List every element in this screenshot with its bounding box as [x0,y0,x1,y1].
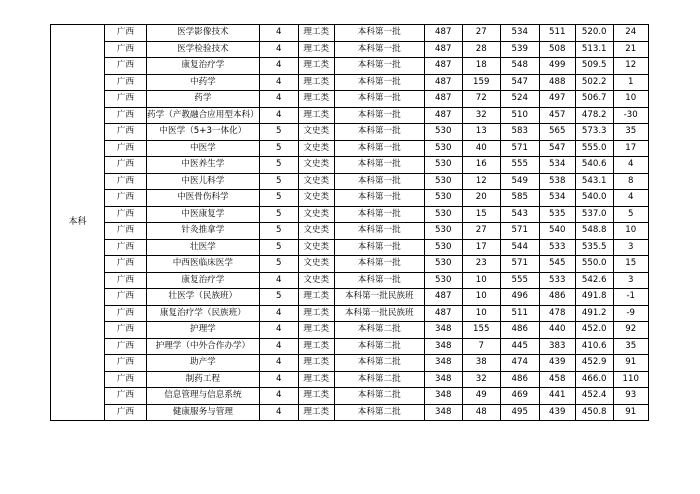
min-score-cell: 535 [539,206,575,223]
enrolled-count-cell: 40 [462,140,500,157]
major-cell: 中医儿科学 [147,173,260,190]
category-cell: 文史类 [298,140,334,157]
years-cell: 5 [259,256,298,273]
score-diff-cell: 110 [613,371,648,388]
batch-cell: 本科第一批 [334,41,424,58]
years-cell: 4 [259,355,298,372]
max-score-cell: 547 [500,74,539,91]
category-cell: 文史类 [298,190,334,207]
years-cell: 5 [259,239,298,256]
years-cell: 4 [259,91,298,108]
major-cell: 护理学 [147,322,260,339]
major-cell: 药学 [147,91,260,108]
table-row [51,140,649,157]
table-row [51,74,649,91]
control-line-cell: 348 [424,322,462,339]
table-row [51,289,649,306]
avg-score-cell: 502.2 [575,74,613,91]
enrolled-count-cell: 10 [462,289,500,306]
major-cell: 中药学 [147,74,260,91]
category-cell: 理工类 [298,41,334,58]
province-cell: 广西 [105,322,147,339]
enrolled-count-cell: 7 [462,338,500,355]
avg-score-cell: 513.1 [575,41,613,58]
table-row [51,338,649,355]
score-diff-cell: -1 [613,289,648,306]
score-diff-cell: 24 [613,25,648,42]
avg-score-cell: 535.5 [575,239,613,256]
province-cell: 广西 [105,206,147,223]
min-score-cell: 547 [539,140,575,157]
years-cell: 5 [259,289,298,306]
score-diff-cell: 4 [613,157,648,174]
enrolled-count-cell: 155 [462,322,500,339]
control-line-cell: 530 [424,272,462,289]
major-cell: 康复治疗学 [147,58,260,75]
years-cell: 4 [259,272,298,289]
province-cell: 广西 [105,173,147,190]
min-score-cell: 439 [539,404,575,421]
avg-score-cell: 410.6 [575,338,613,355]
avg-score-cell: 452.0 [575,322,613,339]
province-cell: 广西 [105,190,147,207]
avg-score-cell: 548.8 [575,223,613,240]
avg-score-cell: 506.7 [575,91,613,108]
control-line-cell: 487 [424,305,462,322]
control-line-cell: 348 [424,388,462,405]
years-cell: 4 [259,371,298,388]
min-score-cell: 383 [539,338,575,355]
province-cell: 广西 [105,371,147,388]
years-cell: 5 [259,140,298,157]
max-score-cell: 495 [500,404,539,421]
enrolled-count-cell: 16 [462,157,500,174]
min-score-cell: 478 [539,305,575,322]
category-cell: 理工类 [298,338,334,355]
province-cell: 广西 [105,272,147,289]
min-score-cell: 499 [539,58,575,75]
province-cell: 广西 [105,305,147,322]
control-line-cell: 530 [424,140,462,157]
score-diff-cell: 91 [613,404,648,421]
avg-score-cell: 478.2 [575,107,613,124]
major-cell: 药学（产教融合应用型本科） [147,107,260,124]
min-score-cell: 486 [539,289,575,306]
major-cell: 助产学 [147,355,260,372]
control-line-cell: 530 [424,206,462,223]
score-table-container [50,24,649,421]
avg-score-cell: 555.0 [575,140,613,157]
enrolled-count-cell: 13 [462,124,500,141]
category-cell: 文史类 [298,239,334,256]
min-score-cell: 439 [539,355,575,372]
batch-cell: 本科第一批 [334,272,424,289]
admission-score-table [50,24,649,421]
score-diff-cell: 17 [613,140,648,157]
years-cell: 4 [259,25,298,42]
table-row [51,173,649,190]
province-cell: 广西 [105,239,147,256]
control-line-cell: 487 [424,91,462,108]
major-cell: 中医学（5+3一体化） [147,124,260,141]
province-cell: 广西 [105,140,147,157]
province-cell: 广西 [105,223,147,240]
batch-cell: 本科第一批 [334,107,424,124]
batch-cell: 本科第二批 [334,388,424,405]
table-row [51,239,649,256]
min-score-cell: 508 [539,41,575,58]
enrolled-count-cell: 28 [462,41,500,58]
category-cell: 文史类 [298,157,334,174]
table-row [51,355,649,372]
category-cell: 理工类 [298,371,334,388]
max-score-cell: 549 [500,173,539,190]
batch-cell: 本科第一批民族班 [334,305,424,322]
enrolled-count-cell: 38 [462,355,500,372]
min-score-cell: 533 [539,272,575,289]
max-score-cell: 571 [500,256,539,273]
batch-cell: 本科第一批 [334,157,424,174]
province-cell: 广西 [105,355,147,372]
category-cell: 理工类 [298,107,334,124]
avg-score-cell: 542.6 [575,272,613,289]
score-diff-cell: 3 [613,272,648,289]
avg-score-cell: 573.3 [575,124,613,141]
enrolled-count-cell: 72 [462,91,500,108]
control-line-cell: 530 [424,157,462,174]
table-row [51,272,649,289]
batch-cell: 本科第一批 [334,239,424,256]
max-score-cell: 469 [500,388,539,405]
max-score-cell: 496 [500,289,539,306]
major-cell: 针灸推拿学 [147,223,260,240]
max-score-cell: 511 [500,305,539,322]
score-diff-cell: 3 [613,239,648,256]
category-cell: 文史类 [298,124,334,141]
major-cell: 制药工程 [147,371,260,388]
score-diff-cell: 21 [613,41,648,58]
province-cell: 广西 [105,404,147,421]
score-diff-cell: 35 [613,338,648,355]
batch-cell: 本科第一批 [334,140,424,157]
category-cell: 理工类 [298,388,334,405]
min-score-cell: 488 [539,74,575,91]
control-line-cell: 348 [424,371,462,388]
max-score-cell: 543 [500,206,539,223]
education-level-cell: 本科 [51,25,105,421]
batch-cell: 本科第二批 [334,355,424,372]
category-cell: 文史类 [298,206,334,223]
max-score-cell: 510 [500,107,539,124]
category-cell: 理工类 [298,322,334,339]
table-row [51,404,649,421]
major-cell: 护理学（中外合作办学） [147,338,260,355]
avg-score-cell: 450.8 [575,404,613,421]
category-cell: 理工类 [298,74,334,91]
avg-score-cell: 491.8 [575,289,613,306]
enrolled-count-cell: 12 [462,173,500,190]
batch-cell: 本科第一批 [334,58,424,75]
min-score-cell: 441 [539,388,575,405]
batch-cell: 本科第二批 [334,322,424,339]
score-diff-cell: 92 [613,322,648,339]
batch-cell: 本科第二批 [334,404,424,421]
max-score-cell: 548 [500,58,539,75]
batch-cell: 本科第一批 [334,223,424,240]
enrolled-count-cell: 159 [462,74,500,91]
avg-score-cell: 509.5 [575,58,613,75]
major-cell: 中医养生学 [147,157,260,174]
control-line-cell: 487 [424,58,462,75]
province-cell: 广西 [105,74,147,91]
min-score-cell: 458 [539,371,575,388]
enrolled-count-cell: 10 [462,272,500,289]
years-cell: 4 [259,338,298,355]
max-score-cell: 534 [500,25,539,42]
province-cell: 广西 [105,91,147,108]
max-score-cell: 571 [500,140,539,157]
min-score-cell: 534 [539,190,575,207]
category-cell: 文史类 [298,272,334,289]
table-row [51,388,649,405]
control-line-cell: 487 [424,41,462,58]
category-cell: 理工类 [298,404,334,421]
max-score-cell: 524 [500,91,539,108]
years-cell: 5 [259,173,298,190]
control-line-cell: 530 [424,223,462,240]
min-score-cell: 440 [539,322,575,339]
province-cell: 广西 [105,58,147,75]
major-cell: 康复治疗学 [147,272,260,289]
province-cell: 广西 [105,124,147,141]
control-line-cell: 348 [424,404,462,421]
avg-score-cell: 520.0 [575,25,613,42]
table-row [51,206,649,223]
years-cell: 4 [259,41,298,58]
control-line-cell: 530 [424,124,462,141]
table-row [51,322,649,339]
enrolled-count-cell: 49 [462,388,500,405]
score-diff-cell: 8 [613,173,648,190]
enrolled-count-cell: 17 [462,239,500,256]
max-score-cell: 555 [500,272,539,289]
max-score-cell: 571 [500,223,539,240]
table-body [51,25,649,421]
avg-score-cell: 540.6 [575,157,613,174]
enrolled-count-cell: 32 [462,107,500,124]
min-score-cell: 538 [539,173,575,190]
score-diff-cell: 91 [613,355,648,372]
table-row [51,190,649,207]
control-line-cell: 348 [424,338,462,355]
province-cell: 广西 [105,338,147,355]
years-cell: 4 [259,322,298,339]
score-diff-cell: 35 [613,124,648,141]
batch-cell: 本科第一批 [334,91,424,108]
category-cell: 文史类 [298,256,334,273]
category-cell: 文史类 [298,173,334,190]
major-cell: 壮医学 [147,239,260,256]
max-score-cell: 539 [500,41,539,58]
province-cell: 广西 [105,25,147,42]
avg-score-cell: 540.0 [575,190,613,207]
score-diff-cell: -9 [613,305,648,322]
batch-cell: 本科第一批 [334,173,424,190]
control-line-cell: 487 [424,25,462,42]
enrolled-count-cell: 15 [462,206,500,223]
category-cell: 文史类 [298,223,334,240]
batch-cell: 本科第一批 [334,25,424,42]
years-cell: 5 [259,157,298,174]
enrolled-count-cell: 32 [462,371,500,388]
enrolled-count-cell: 27 [462,223,500,240]
score-diff-cell: 15 [613,256,648,273]
enrolled-count-cell: 23 [462,256,500,273]
control-line-cell: 348 [424,355,462,372]
years-cell: 5 [259,190,298,207]
category-cell: 理工类 [298,289,334,306]
years-cell: 4 [259,58,298,75]
control-line-cell: 487 [424,74,462,91]
table-row [51,91,649,108]
category-cell: 理工类 [298,25,334,42]
major-cell: 医学检验技术 [147,41,260,58]
years-cell: 5 [259,206,298,223]
major-cell: 信息管理与信息系统 [147,388,260,405]
major-cell: 健康服务与管理 [147,404,260,421]
major-cell: 中医骨伤科学 [147,190,260,207]
control-line-cell: 487 [424,289,462,306]
max-score-cell: 445 [500,338,539,355]
table-row [51,58,649,75]
enrolled-count-cell: 18 [462,58,500,75]
batch-cell: 本科第二批 [334,371,424,388]
years-cell: 5 [259,124,298,141]
max-score-cell: 486 [500,322,539,339]
province-cell: 广西 [105,157,147,174]
province-cell: 广西 [105,41,147,58]
avg-score-cell: 537.0 [575,206,613,223]
max-score-cell: 555 [500,157,539,174]
years-cell: 4 [259,404,298,421]
batch-cell: 本科第二批 [334,338,424,355]
control-line-cell: 530 [424,239,462,256]
min-score-cell: 457 [539,107,575,124]
avg-score-cell: 466.0 [575,371,613,388]
batch-cell: 本科第一批 [334,206,424,223]
province-cell: 广西 [105,289,147,306]
score-diff-cell: 1 [613,74,648,91]
years-cell: 4 [259,388,298,405]
control-line-cell: 530 [424,256,462,273]
max-score-cell: 486 [500,371,539,388]
min-score-cell: 545 [539,256,575,273]
years-cell: 4 [259,74,298,91]
batch-cell: 本科第一批民族班 [334,289,424,306]
min-score-cell: 533 [539,239,575,256]
years-cell: 4 [259,305,298,322]
category-cell: 理工类 [298,305,334,322]
batch-cell: 本科第一批 [334,124,424,141]
avg-score-cell: 543.1 [575,173,613,190]
max-score-cell: 544 [500,239,539,256]
min-score-cell: 540 [539,223,575,240]
score-diff-cell: 93 [613,388,648,405]
min-score-cell: 534 [539,157,575,174]
province-cell: 广西 [105,388,147,405]
table-row [51,157,649,174]
table-row [51,256,649,273]
table-row [51,223,649,240]
table-row [51,107,649,124]
max-score-cell: 474 [500,355,539,372]
table-row [51,124,649,141]
batch-cell: 本科第一批 [334,74,424,91]
major-cell: 壮医学（民族班） [147,289,260,306]
score-diff-cell: 10 [613,223,648,240]
avg-score-cell: 452.4 [575,388,613,405]
category-cell: 理工类 [298,355,334,372]
major-cell: 医学影像技术 [147,25,260,42]
max-score-cell: 585 [500,190,539,207]
major-cell: 中医康复学 [147,206,260,223]
avg-score-cell: 452.9 [575,355,613,372]
major-cell: 康复治疗学（民族班） [147,305,260,322]
min-score-cell: 565 [539,124,575,141]
table-row [51,41,649,58]
avg-score-cell: 550.0 [575,256,613,273]
max-score-cell: 583 [500,124,539,141]
min-score-cell: 497 [539,91,575,108]
category-cell: 理工类 [298,58,334,75]
score-diff-cell: -30 [613,107,648,124]
years-cell: 4 [259,107,298,124]
control-line-cell: 487 [424,107,462,124]
score-diff-cell: 12 [613,58,648,75]
major-cell: 中医学 [147,140,260,157]
enrolled-count-cell: 48 [462,404,500,421]
table-row [51,305,649,322]
table-row [51,371,649,388]
enrolled-count-cell: 20 [462,190,500,207]
control-line-cell: 530 [424,190,462,207]
batch-cell: 本科第一批 [334,190,424,207]
table-row [51,25,649,42]
province-cell: 广西 [105,256,147,273]
score-diff-cell: 10 [613,91,648,108]
category-cell: 理工类 [298,91,334,108]
avg-score-cell: 491.2 [575,305,613,322]
province-cell: 广西 [105,107,147,124]
control-line-cell: 530 [424,173,462,190]
years-cell: 5 [259,223,298,240]
min-score-cell: 511 [539,25,575,42]
score-diff-cell: 5 [613,206,648,223]
major-cell: 中西医临床医学 [147,256,260,273]
batch-cell: 本科第一批 [334,256,424,273]
enrolled-count-cell: 10 [462,305,500,322]
enrolled-count-cell: 27 [462,25,500,42]
score-diff-cell: 4 [613,190,648,207]
